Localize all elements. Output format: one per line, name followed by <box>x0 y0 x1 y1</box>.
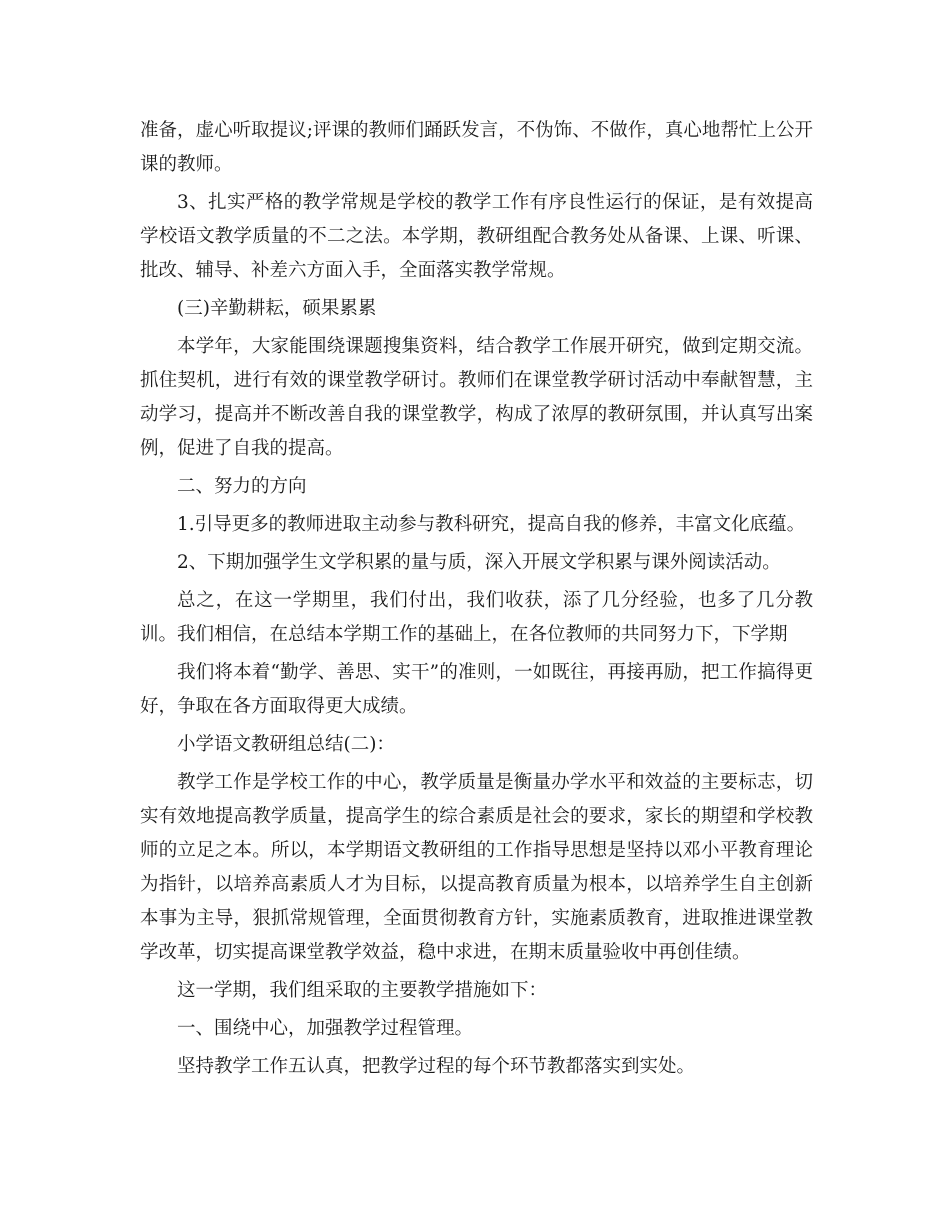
paragraph-five-diligences: 坚持教学工作五认真，把教学过程的每个环节教都落实到实处。 <box>177 1056 696 1077</box>
section-heading-direction: 二、努力的方向 <box>177 476 307 497</box>
paragraph-summary: 总之，在这一学期里，我们付出，我们收获，添了几分经验，也多了几分教训。我们相信，在总结本学期工作的基础上，在各位教师的共同努力下，下学期 <box>140 590 813 645</box>
paragraph-teaching-center: 教学工作是学校工作的中心，教学质量是衡量办学水平和效益的主要标志，切实有效地提高教学质量，提高学生的综合素质是社会的要求，家长的期望和学校教师的立足之本。所以，本学期语文教研组的工作指导思想是坚持以邓小平教育理论为指针，以培养高素质人才为目标，以提高教育质量为根本，以培养学生自主创新本事为主导，狠抓常规管理，全面贯彻教育方针，实施素质教育，进取推进课堂教学改革，切实提高课堂教学效益，稳中求进，在期末质量验收中再创佳绩。 <box>140 772 813 963</box>
section-heading-process-management: 一、围绕中心，加强教学过程管理。 <box>177 1018 474 1039</box>
paragraph-summary-continued: 我们将本着“勤学、善思、实干”的准则，一如既往，再接再励，把工作搞得更好，争取在各方面取得更大成绩。 <box>140 662 813 717</box>
section-heading-hard-work: (三)辛勤耕耘，硕果累累 <box>177 298 377 319</box>
paragraph-direction-1: 1.引导更多的教师进取主动参与教科研究，提高自我的修养，丰富文化底蕴。 <box>177 514 806 535</box>
section-title-summary-two: 小学语文教研组总结(二)： <box>177 734 395 755</box>
document-body <box>140 114 813 1084</box>
paragraph-research: 本学年，大家能围绕课题搜集资料，结合教学工作展开研究，做到定期交流。抓住契机，进行有效的课堂教学研讨。教师们在课堂教学研讨活动中奉献智慧，主动学习，提高并不断改善自我的课堂教学，构成了浓厚的教研氛围，并认真写出案例，促进了自我的提高。 <box>140 336 813 459</box>
paragraph-continuation: 准备，虚心听取提议;评课的教师们踊跃发言，不伪饰、不做作，真心地帮忙上公开课的教师。 <box>140 120 813 175</box>
paragraph-teaching-routine: 3、扎实严格的教学常规是学校的教学工作有序良性运行的保证，是有效提高学校语文教学质量的不二之法。本学期，教研组配合教务处从备课、上课、听课、批改、辅导、补差六方面入手，全面落实教学常规。 <box>140 192 813 281</box>
paragraph-direction-2: 2、下期加强学生文学积累的量与质，深入开展文学积累与课外阅读活动。 <box>177 552 781 573</box>
paragraph-measures-intro: 这一学期，我们组采取的主要教学措施如下： <box>177 980 548 1001</box>
